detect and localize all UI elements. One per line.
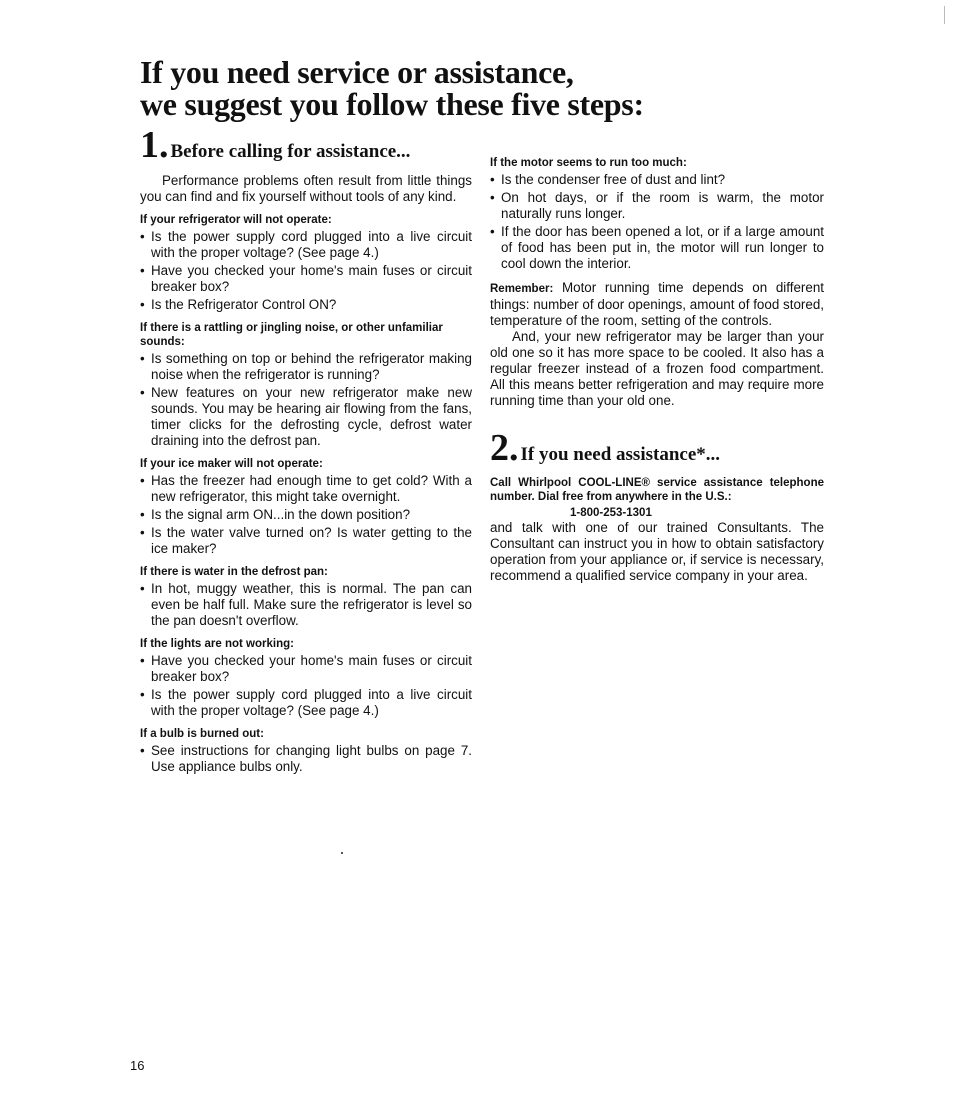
bullet-list bbox=[140, 351, 472, 449]
section-2-title: If you need assistance*... bbox=[520, 444, 721, 465]
remember-paragraph bbox=[490, 280, 824, 329]
bullet-list bbox=[140, 743, 472, 775]
group-motor bbox=[490, 156, 824, 409]
section-1-heading bbox=[140, 124, 472, 166]
group-lights bbox=[140, 637, 472, 719]
call-instruction: Call Whirlpool COOL-LINE® service assistance telephone number. Dial free from anywhere in the U.S.: bbox=[490, 477, 824, 503]
bullet-item: • On hot days, or if the room is warm, the motor naturally runs longer. bbox=[490, 190, 824, 222]
section-1-intro: Performance problems often result from little things you can find and fix yourself without tools of any kind. bbox=[140, 173, 472, 204]
question-heading: If the lights are not working: bbox=[140, 638, 294, 650]
bullet-item: • Is the signal arm ON...in the down position? bbox=[140, 507, 472, 523]
print-speck bbox=[341, 852, 343, 854]
consultant-paragraph: and talk with one of our trained Consultants. The Consultant can instruct you in how to obtain satisfactory operation from your appliance or, if service is necessary, recommend a qualified service company in your area. bbox=[490, 520, 824, 583]
larger-paragraph: And, your new refrigerator may be larger than your old one so it has more space to be cooled. It also has a regular freezer instead of a frozen food compartment. All this means better refrigeration and may require more running time than your old one. bbox=[490, 329, 824, 408]
bullet-list bbox=[140, 229, 472, 313]
bullet-item: • Is the power supply cord plugged into a live circuit with the proper voltage? (See page 4.) bbox=[140, 229, 472, 261]
page-number: 16 bbox=[130, 1058, 145, 1073]
section-2-heading bbox=[490, 427, 824, 469]
bullet-item: • Is the power supply cord plugged into a live circuit with the proper voltage? (See page 4.) bbox=[140, 687, 472, 719]
section-1-number: 1. bbox=[140, 124, 169, 166]
phone-number: 1-800-253-1301 bbox=[570, 507, 652, 519]
group-noise bbox=[140, 321, 472, 449]
margin-rule bbox=[944, 6, 945, 24]
left-column bbox=[140, 124, 472, 777]
bullet-list bbox=[140, 473, 472, 557]
question-heading: If there is a rattling or jingling noise, or other unfamiliar sounds: bbox=[140, 322, 443, 348]
right-column bbox=[490, 156, 824, 584]
bullet-item: • If the door has been opened a lot, or if a large amount of food has been put in, the motor will run longer to cool down the interior. bbox=[490, 224, 824, 272]
section-2 bbox=[490, 427, 824, 584]
bullet-list bbox=[490, 172, 824, 272]
group-will-not-operate bbox=[140, 213, 472, 313]
bullet-item: • Have you checked your home's main fuses or circuit breaker box? bbox=[140, 653, 472, 685]
question-heading: If your refrigerator will not operate: bbox=[140, 214, 332, 226]
bullet-list bbox=[140, 581, 472, 629]
page-title-line-2: we suggest you follow these five steps: bbox=[140, 86, 644, 122]
group-ice-maker bbox=[140, 457, 472, 557]
question-heading: If the motor seems to run too much: bbox=[490, 157, 687, 169]
group-defrost-pan bbox=[140, 565, 472, 629]
question-heading: If your ice maker will not operate: bbox=[140, 458, 323, 470]
bullet-item: • Is something on top or behind the refrigerator making noise when the refrigerator is running? bbox=[140, 351, 472, 383]
bullet-list bbox=[140, 653, 472, 719]
section-1-title: Before calling for assistance... bbox=[170, 141, 411, 162]
question-heading: If there is water in the defrost pan: bbox=[140, 566, 328, 578]
group-bulb bbox=[140, 727, 472, 775]
bullet-item: • Is the condenser free of dust and lint? bbox=[490, 172, 824, 188]
bullet-item: • Have you checked your home's main fuses or circuit breaker box? bbox=[140, 263, 472, 295]
bullet-item: • Is the water valve turned on? Is water getting to the ice maker? bbox=[140, 525, 472, 557]
bullet-item: • In hot, muggy weather, this is normal. The pan can even be half full. Make sure the refrigerator is level so the pan doesn't overflow. bbox=[140, 581, 472, 629]
page-title-line-1: If you need service or assistance, bbox=[140, 54, 574, 90]
bullet-item: • Has the freezer had enough time to get cold? With a new refrigerator, this might take overnight. bbox=[140, 473, 472, 505]
bullet-item: • New features on your new refrigerator make new sounds. You may be hearing air flowing from the fans, timer clicks for the defrosting cycle, defrost water draining into the defrost pan. bbox=[140, 385, 472, 449]
remember-text: Motor running time depends on different things: number of door openings, amount of food stored, temperature of the room, setting of the controls. bbox=[490, 280, 824, 328]
page-title bbox=[140, 56, 644, 120]
section-2-number: 2. bbox=[490, 427, 519, 469]
remember-label: Remember: bbox=[490, 283, 554, 295]
question-heading: If a bulb is burned out: bbox=[140, 728, 264, 740]
bullet-item: • See instructions for changing light bulbs on page 7. Use appliance bulbs only. bbox=[140, 743, 472, 775]
bullet-item: • Is the Refrigerator Control ON? bbox=[140, 297, 472, 313]
